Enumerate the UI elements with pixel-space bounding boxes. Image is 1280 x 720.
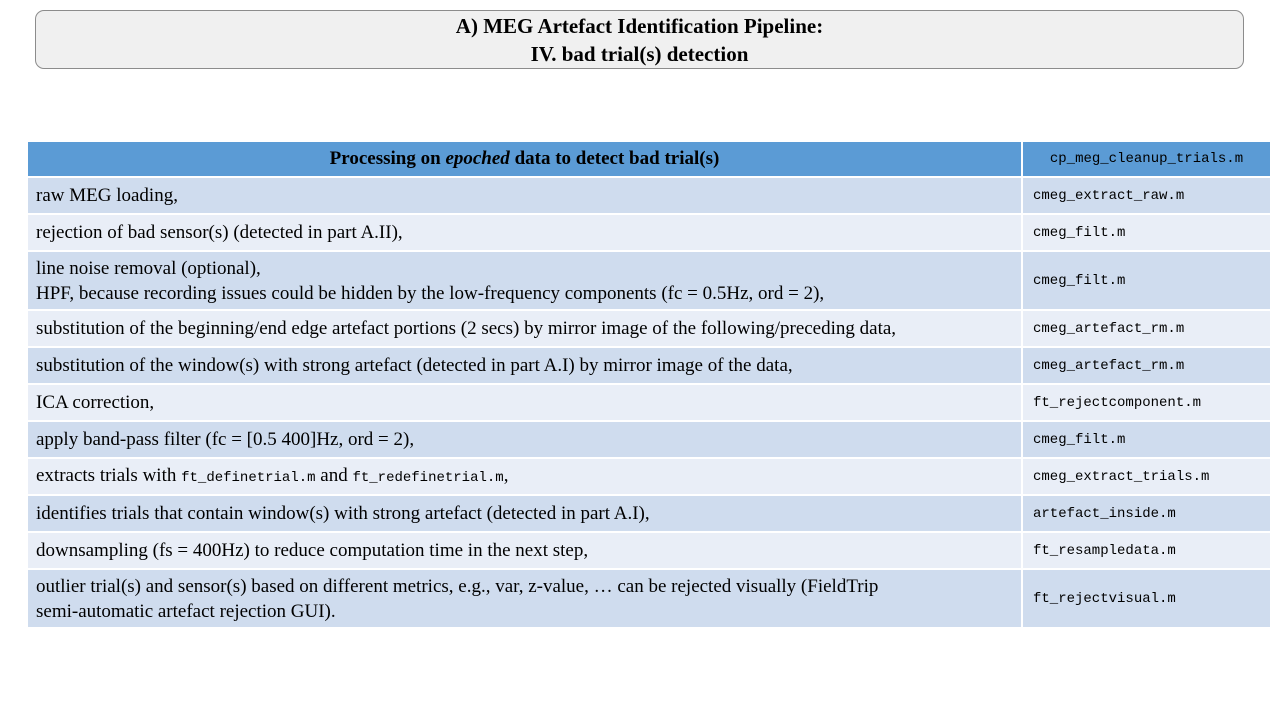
table-row bbox=[27, 458, 1271, 495]
header-description: Processing on epoched data to detect bad trial(s) bbox=[27, 141, 1022, 177]
row-description: substitution of the window(s) with strong artefact (detected in part A.I) by mirror image of the data, bbox=[27, 347, 1022, 384]
row-script: ft_resampledata.m bbox=[1022, 532, 1271, 569]
row-description: ICA correction, bbox=[27, 384, 1022, 421]
table-row bbox=[27, 310, 1271, 347]
inline-code-definetrial: ft_definetrial.m bbox=[181, 469, 316, 486]
row-script: cmeg_artefact_rm.m bbox=[1022, 310, 1271, 347]
table-row bbox=[27, 495, 1271, 532]
table-row bbox=[27, 214, 1271, 251]
row-script: cmeg_extract_trials.m bbox=[1022, 458, 1271, 495]
row-description: extracts trials with ft_definetrial.m and ft_redefinetrial.m, bbox=[27, 458, 1022, 495]
row-description-line-1: line noise removal (optional), bbox=[36, 257, 261, 279]
row-description: rejection of bad sensor(s) (detected in part A.II), bbox=[27, 214, 1022, 251]
row-description-line-2: HPF, because recording issues could be hidden by the low-frequency components (fc = 0.5Hz, ord = 2), bbox=[36, 282, 825, 304]
row-script: cmeg_extract_raw.m bbox=[1022, 177, 1271, 214]
row-description: substitution of the beginning/end edge artefact portions (2 secs) by mirror image of the following/preceding data, bbox=[27, 310, 1022, 347]
title-box bbox=[35, 10, 1244, 69]
row-description: raw MEG loading, bbox=[27, 177, 1022, 214]
row-script: ft_rejectvisual.m bbox=[1022, 569, 1271, 628]
table-row bbox=[27, 532, 1271, 569]
table-row bbox=[27, 251, 1271, 310]
row-script: cmeg_filt.m bbox=[1022, 421, 1271, 458]
row-script: cmeg_artefact_rm.m bbox=[1022, 347, 1271, 384]
title-line-2: IV. bad trial(s) detection bbox=[530, 41, 749, 66]
pipeline-table bbox=[26, 140, 1272, 629]
row-description: identifies trials that contain window(s) with strong artefact (detected in part A.I), bbox=[27, 495, 1022, 532]
table-row bbox=[27, 569, 1271, 628]
table-row bbox=[27, 347, 1271, 384]
row-description: downsampling (fs = 400Hz) to reduce computation time in the next step, bbox=[27, 532, 1022, 569]
table-header-row bbox=[27, 141, 1271, 177]
table-row bbox=[27, 177, 1271, 214]
inline-code-redefinetrial: ft_redefinetrial.m bbox=[352, 469, 504, 486]
row-description: apply band-pass filter (fc = [0.5 400]Hz, ord = 2), bbox=[27, 421, 1022, 458]
header-script: cp_meg_cleanup_trials.m bbox=[1022, 141, 1271, 177]
row-script: cmeg_filt.m bbox=[1022, 251, 1271, 310]
table-row bbox=[27, 384, 1271, 421]
row-script: cmeg_filt.m bbox=[1022, 214, 1271, 251]
row-script: artefact_inside.m bbox=[1022, 495, 1271, 532]
row-description-line-1: outlier trial(s) and sensor(s) based on different metrics, e.g., var, z-value, … can be rejected visually (FieldTrip bbox=[36, 575, 879, 597]
row-description bbox=[27, 569, 1022, 628]
title-line-1: A) MEG Artefact Identification Pipeline: bbox=[455, 13, 824, 38]
row-description bbox=[27, 251, 1022, 310]
row-script: ft_rejectcomponent.m bbox=[1022, 384, 1271, 421]
row-description-line-2: semi-automatic artefact rejection GUI). bbox=[36, 600, 336, 622]
table-row bbox=[27, 421, 1271, 458]
